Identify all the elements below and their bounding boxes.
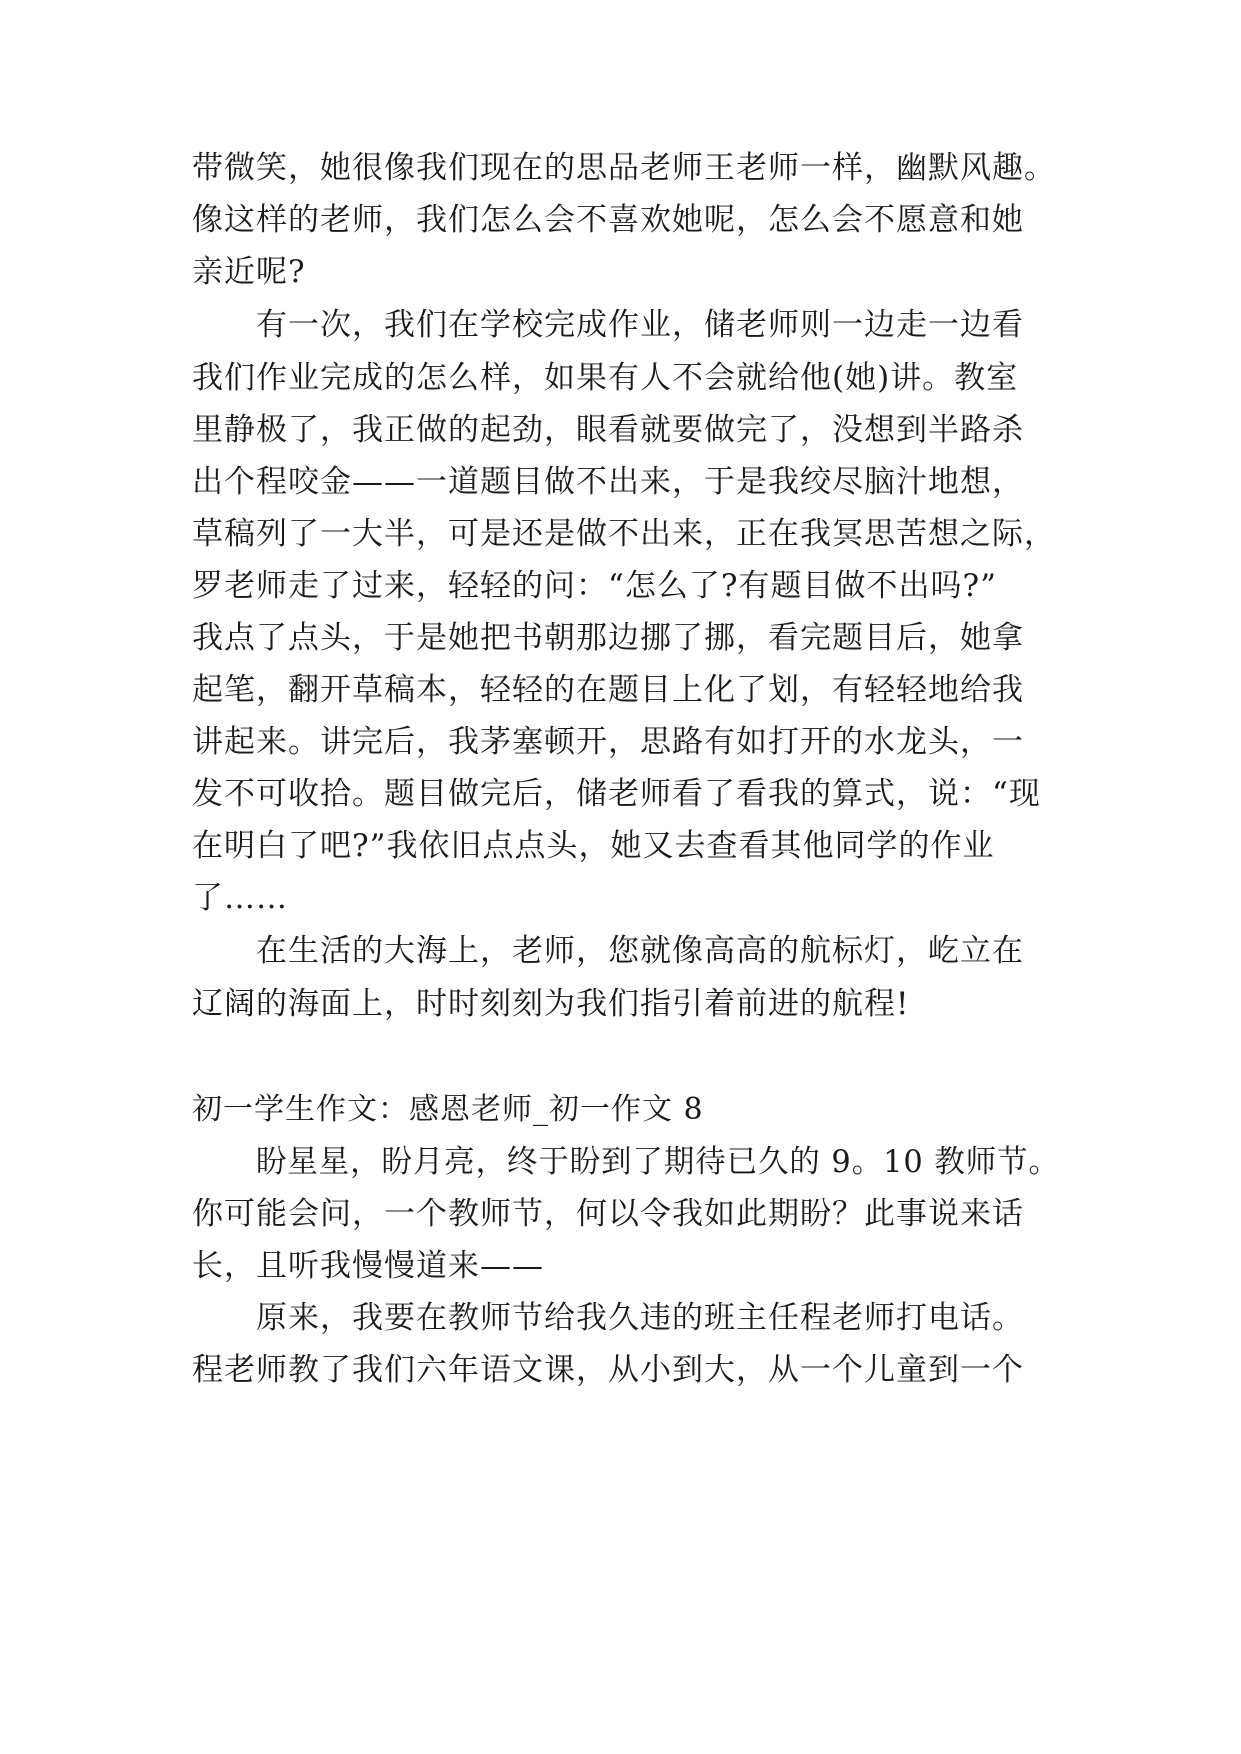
line-text: 起笔，翻开草稿本，轻轻的在题目上化了划，有轻轻地给我 xyxy=(192,672,1024,708)
line-text: 我们作业完成的怎么样，如果有人不会就给他(她)讲。教室 xyxy=(192,360,1019,396)
text-line xyxy=(0,662,1241,718)
text-line xyxy=(0,454,1241,510)
text-line xyxy=(0,506,1241,562)
text-line xyxy=(0,923,1241,979)
text-line xyxy=(0,244,1241,300)
text-line xyxy=(0,402,1241,458)
paragraph-first-line: 原来，我要在教师节给我久违的班主任程老师打电话。 xyxy=(256,1300,1024,1336)
line-text: 了…… xyxy=(192,880,288,916)
text-line xyxy=(0,558,1241,614)
text-line xyxy=(0,297,1241,353)
heading-text: 初一学生作文：感恩老师_初一作文 8 xyxy=(192,1092,704,1127)
text-line xyxy=(0,766,1241,822)
line-text: 草稿列了一大半，可是还是做不出来，正在我冥思苦想之际， xyxy=(192,516,1056,552)
line-text: 在明白了吧?”我依旧点点头，她又去查看其他同学的作业 xyxy=(192,828,995,864)
text-line xyxy=(0,1290,1241,1346)
line-text: 讲起来。讲完后，我茅塞顿开，思路有如打开的水龙头，一 xyxy=(192,724,1024,760)
text-line xyxy=(0,610,1241,666)
section-heading xyxy=(0,1082,1241,1138)
paragraph-first-line: 有一次，我们在学校完成作业，储老师则一边走一边看 xyxy=(256,307,1024,343)
paragraph-first-line: 盼星星，盼月亮，终于盼到了期待已久的 9。10 教师节。 xyxy=(256,1144,1060,1180)
text-line xyxy=(0,818,1241,874)
line-text: 像这样的老师，我们怎么会不喜欢她呢，怎么会不愿意和她 xyxy=(192,202,1024,238)
line-text: 你可能会问，一个教师节，何以令我如此期盼？此事说来话 xyxy=(192,1196,1024,1232)
line-text: 里静极了，我正做的起劲，眼看就要做完了，没想到半路杀 xyxy=(192,412,1024,448)
text-line xyxy=(0,192,1241,248)
line-text: 辽阔的海面上，时时刻刻为我们指引着前进的航程! xyxy=(192,986,910,1022)
line-text: 带微笑，她很像我们现在的思品老师王老师一样，幽默风趣。 xyxy=(192,150,1056,186)
text-line xyxy=(0,1186,1241,1242)
text-line xyxy=(0,714,1241,770)
text-line xyxy=(0,1134,1241,1190)
text-line xyxy=(0,976,1241,1032)
text-line xyxy=(0,350,1241,406)
line-text: 长，且听我慢慢道来—— xyxy=(192,1248,544,1284)
text-line xyxy=(0,870,1241,926)
paragraph-first-line: 在生活的大海上，老师，您就像高高的航标灯，屹立在 xyxy=(256,933,1024,969)
line-text: 发不可收拾。题目做完后，储老师看了看我的算式，说：“现 xyxy=(192,776,1041,812)
text-line xyxy=(0,1238,1241,1294)
text-line xyxy=(0,140,1241,196)
line-text: 亲近呢? xyxy=(192,254,306,290)
text-line xyxy=(0,1342,1241,1398)
line-text: 罗老师走了过来，轻轻的问：“怎么了?有题目做不出吗?” xyxy=(192,568,997,604)
line-text: 程老师教了我们六年语文课，从小到大，从一个儿童到一个 xyxy=(192,1352,1024,1388)
line-text: 我点了点头，于是她把书朝那边挪了挪，看完题目后，她拿 xyxy=(192,620,1024,656)
line-text: 出个程咬金——一道题目做不出来，于是我绞尽脑汁地想， xyxy=(192,464,1024,500)
